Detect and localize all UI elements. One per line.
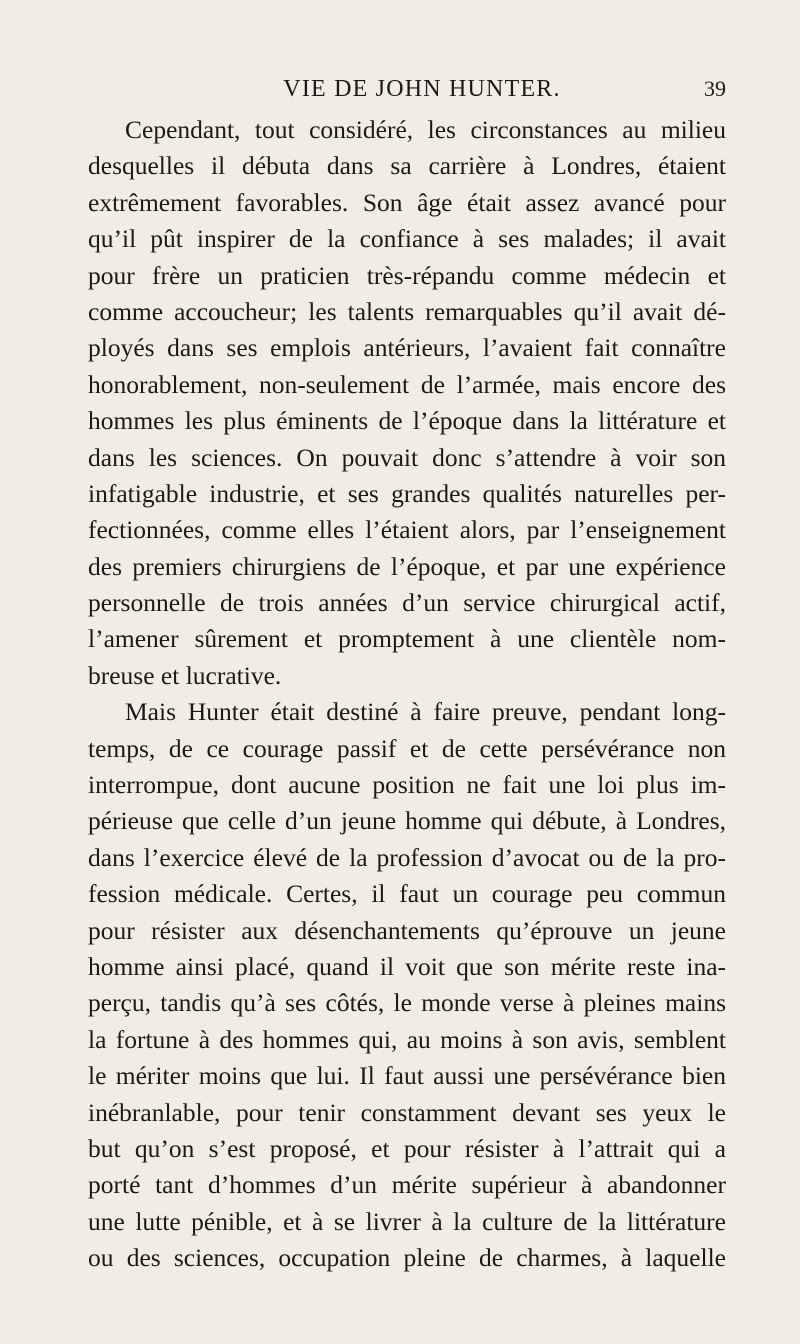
- text-line: comme accoucheur; les talents remarquables qu’il avait dé-: [88, 296, 726, 326]
- text-line: dans l’exercice élevé de la profession d’avocat ou de la pro-: [88, 842, 726, 872]
- text-line: fession médicale. Certes, il faut un courage peu commun: [88, 879, 726, 909]
- body-text: [88, 112, 726, 1277]
- running-title: VIE DE JOHN HUNTER.: [283, 76, 561, 102]
- text-line: périeuse que celle d’un jeune homme qui débute, à Londres,: [88, 806, 726, 836]
- text-line: honorablement, non-seulement de l’armée, mais encore des: [88, 369, 726, 399]
- text-line: qu’il pût inspirer de la confiance à ses malades; il avait: [88, 224, 726, 254]
- text-line: dans les sciences. On pouvait donc s’attendre à voir son: [88, 442, 726, 472]
- running-head: [118, 74, 726, 104]
- text-line: personnelle de trois années d’un service chirurgical actif,: [88, 588, 726, 618]
- text-line: homme ainsi placé, quand il voit que son mérite reste ina-: [88, 951, 726, 981]
- text-line: perçu, tandis qu’à ses côtés, le monde verse à pleines mains: [88, 988, 726, 1018]
- text-line: la fortune à des hommes qui, au moins à son avis, semblent: [88, 1024, 726, 1054]
- text-line: pour frère un praticien très-répandu comme médecin et: [88, 260, 726, 290]
- text-line: des premiers chirurgiens de l’époque, et par une expérience: [88, 551, 726, 581]
- text-line: but qu’on s’est proposé, et pour résister à l’attrait qui a: [88, 1133, 726, 1163]
- text-line: une lutte pénible, et à se livrer à la culture de la littérature: [88, 1206, 726, 1236]
- text-line: temps, de ce courage passif et de cette persévérance non: [88, 733, 726, 763]
- text-line: le mériter moins que lui. Il faut aussi une persévérance bien: [88, 1061, 726, 1091]
- text-line: desquelles il débuta dans sa carrière à Londres, étaient: [88, 151, 726, 181]
- text-line: l’amener sûrement et promptement à une clientèle nom-: [88, 624, 726, 654]
- text-line: Cependant, tout considéré, les circonstances au milieu: [125, 115, 726, 144]
- text-line: extrêmement favorables. Son âge était assez avancé pour: [88, 187, 726, 217]
- text-line: Mais Hunter était destiné à faire preuve, pendant long-: [125, 697, 726, 727]
- text-line: porté tant d’hommes d’un mérite supérieur à abandonner: [88, 1170, 726, 1200]
- text-line: fectionnées, comme elles l’étaient alors, par l’enseignement: [88, 515, 726, 545]
- page-number: 39: [704, 76, 726, 101]
- text-line: inébranlable, pour tenir constamment devant ses yeux le: [88, 1097, 726, 1127]
- text-line: hommes les plus éminents de l’époque dans la littérature et: [88, 406, 726, 436]
- text-line: breuse et lucrative.: [88, 660, 282, 690]
- text-line: pour résister aux désenchantements qu’éprouve un jeune: [88, 915, 726, 945]
- text-line: infatigable industrie, et ses grandes qualités naturelles per-: [88, 478, 726, 508]
- text-line: interrompue, dont aucune position ne fait une loi plus im-: [88, 770, 726, 800]
- text-line: ou des sciences, occupation pleine de charmes, à laquelle: [88, 1243, 726, 1273]
- text-line: ployés dans ses emplois antérieurs, l’avaient fait connaître: [88, 333, 726, 363]
